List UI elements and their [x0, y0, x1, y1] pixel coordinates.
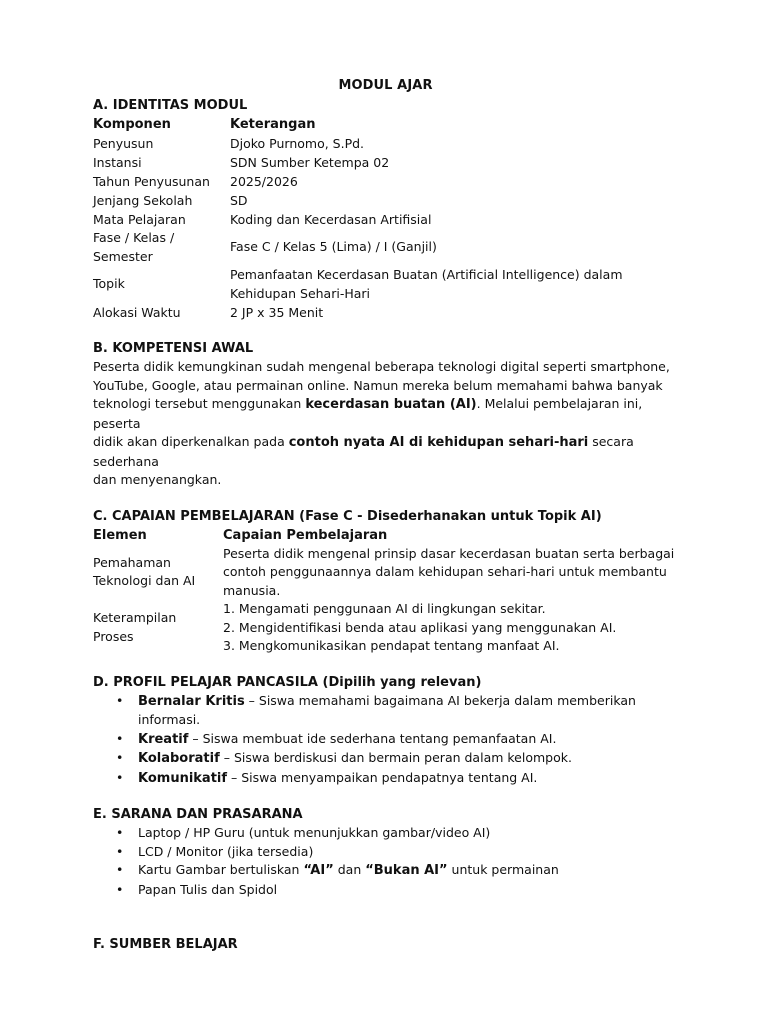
- table-row: [93, 134, 678, 153]
- list-item: [116, 843, 678, 862]
- row-label-line: Semester: [93, 248, 153, 264]
- row-label: Jenjang Sekolah: [93, 193, 193, 208]
- column-header: Capaian Pembelajaran: [223, 527, 388, 543]
- row-value: [223, 545, 678, 601]
- bullet-icon: •: [116, 769, 124, 785]
- row-label: Instansi: [93, 155, 142, 170]
- paragraph-line: YouTube, Google, atau permainan online. Namun mereka belum memahami bahwa banyak: [93, 377, 663, 393]
- list-item-text: Laptop / HP Guru (untuk menunjukkan gambar/video AI): [138, 825, 491, 840]
- row-label: Penyusun: [93, 136, 154, 151]
- paragraph-text: . Melalui pembelajaran ini, peserta: [93, 396, 643, 431]
- column-header: Komponen: [93, 117, 171, 132]
- table-row: [93, 229, 678, 266]
- row-value: 2 JP x 35 Menit: [230, 305, 324, 320]
- facilities-list: [93, 824, 678, 899]
- table-header-row: [93, 115, 678, 134]
- list-item: [116, 881, 678, 900]
- list-item-text: Kartu Gambar bertuliskan: [138, 862, 304, 877]
- table-row: [93, 545, 678, 601]
- section-b-heading: B. KOMPETENSI AWAL: [93, 341, 254, 356]
- list-item: [116, 749, 678, 769]
- row-value: Koding dan Kecerdasan Artifisial: [230, 212, 432, 227]
- list-item: [116, 692, 678, 730]
- document-title: MODUL AJAR: [338, 78, 433, 93]
- emphasis-text: kecerdasan buatan (AI): [305, 397, 477, 412]
- row-label: [93, 229, 230, 266]
- table-row: [93, 266, 678, 303]
- row-label-line: Pemahaman: [93, 554, 171, 570]
- list-item-text: – Siswa berdiskusi dan bermain peran dalam kelompok.: [219, 750, 572, 765]
- row-label-line: Fase / Kelas /: [93, 230, 175, 245]
- row-value-line: manusia.: [223, 582, 281, 598]
- section-d-heading: D. PROFIL PELAJAR PANCASILA (Dipilih yang relevan): [93, 674, 482, 690]
- bullet-icon: •: [116, 825, 124, 840]
- section-e-heading: E. SARANA DAN PRASARANA: [93, 807, 303, 822]
- list-item-title: Kreatif: [138, 731, 189, 747]
- list-item-text: LCD / Monitor (jika tersedia): [138, 843, 314, 859]
- table-row: [93, 153, 678, 172]
- row-label: Alokasi Waktu: [93, 305, 181, 320]
- row-value: 2025/2026: [230, 174, 298, 189]
- row-value: SD: [230, 193, 248, 208]
- list-item: [116, 861, 678, 881]
- row-value-line: 2. Mengidentifikasi benda atau aplikasi yang menggunakan AI.: [223, 619, 617, 635]
- emphasis-text: “AI”: [303, 863, 334, 878]
- paragraph-text: didik akan diperkenalkan pada: [93, 434, 289, 449]
- row-value-line: Peserta didik mengenal prinsip dasar kecerdasan buatan serta berbagai: [223, 545, 675, 561]
- list-item: [116, 769, 678, 789]
- row-label: [93, 545, 223, 601]
- bullet-icon: •: [116, 843, 124, 859]
- row-value-line: Pemanfaatan Kecerdasan Buatan (Artificial Intelligence) dalam: [230, 267, 623, 282]
- learning-outcomes-table: [93, 526, 678, 656]
- row-label: Topik: [93, 276, 125, 292]
- list-item: [116, 824, 678, 843]
- list-item-text: dan: [333, 862, 366, 877]
- list-item-title: Kolaboratif: [138, 751, 220, 766]
- list-item-text: untuk permainan: [447, 862, 559, 877]
- section-f-heading: F. SUMBER BELAJAR: [93, 937, 238, 952]
- paragraph-text: secara sederhana: [93, 434, 634, 469]
- paragraph-text: teknologi tersebut menggunakan: [93, 396, 306, 411]
- list-item-title: Bernalar Kritis: [138, 693, 245, 709]
- row-value: [223, 600, 678, 656]
- table-row: [93, 172, 678, 191]
- row-value: Fase C / Kelas 5 (Lima) / I (Ganjil): [230, 239, 437, 255]
- section-c-heading: C. CAPAIAN PEMBELAJARAN (Fase C - Disederhanakan untuk Topik AI): [93, 508, 602, 524]
- paragraph-line: Peserta didik kemungkinan sudah mengenal beberapa teknologi digital seperti smartphone,: [93, 359, 670, 374]
- row-label-line: Proses: [93, 628, 134, 644]
- bullet-icon: •: [116, 881, 124, 897]
- row-value: Djoko Purnomo, S.Pd.: [230, 136, 365, 151]
- list-item-text: – Siswa membuat ide sederhana tentang pemanfaatan AI.: [188, 730, 557, 746]
- column-header: Keterangan: [230, 117, 316, 132]
- row-value: SDN Sumber Ketempa 02: [230, 155, 390, 170]
- competency-paragraph: [93, 358, 678, 490]
- list-item: [116, 730, 678, 750]
- list-item-title: Komunikatif: [138, 770, 228, 786]
- row-label: Tahun Penyusunan: [93, 174, 210, 189]
- column-header: Elemen: [93, 527, 147, 543]
- paragraph-line: dan menyenangkan.: [93, 472, 222, 487]
- table-header-row: [93, 526, 678, 545]
- row-label: [93, 600, 223, 656]
- table-row: [93, 191, 678, 210]
- list-item-text: Papan Tulis dan Spidol: [138, 881, 278, 897]
- list-item-text: informasi.: [138, 712, 201, 727]
- document-page: [93, 78, 678, 954]
- bullet-icon: •: [116, 862, 124, 877]
- emphasis-text: “Bukan AI”: [365, 863, 448, 878]
- list-item-text: – Siswa memahami bagaimana AI bekerja dalam memberikan: [244, 692, 636, 708]
- row-value: [230, 266, 678, 303]
- profile-list: [93, 692, 678, 789]
- row-label-line: Keterampilan: [93, 610, 177, 626]
- row-label: Mata Pelajaran: [93, 212, 186, 227]
- bullet-icon: •: [116, 730, 124, 746]
- bullet-icon: •: [116, 750, 124, 765]
- table-row: [93, 600, 678, 656]
- row-label-line: Teknologi dan AI: [93, 573, 196, 589]
- table-row: [93, 210, 678, 229]
- row-value-line: contoh penggunaannya dalam kehidupan sehari-hari untuk membantu: [223, 564, 667, 579]
- identity-table: [93, 115, 678, 322]
- table-row: [93, 303, 678, 322]
- row-value-line: 1. Mengamati penggunaan AI di lingkungan sekitar.: [223, 601, 546, 616]
- list-item-text: – Siswa menyampaikan pendapatnya tentang AI.: [227, 769, 538, 785]
- section-a-heading: A. IDENTITAS MODUL: [93, 98, 248, 113]
- row-value-line: 3. Mengkomunikasikan pendapat tentang manfaat AI.: [223, 638, 560, 653]
- bullet-icon: •: [116, 692, 124, 708]
- row-value-line: Kehidupan Sehari-Hari: [230, 285, 371, 301]
- emphasis-text: contoh nyata AI di kehidupan sehari-hari: [288, 435, 589, 450]
